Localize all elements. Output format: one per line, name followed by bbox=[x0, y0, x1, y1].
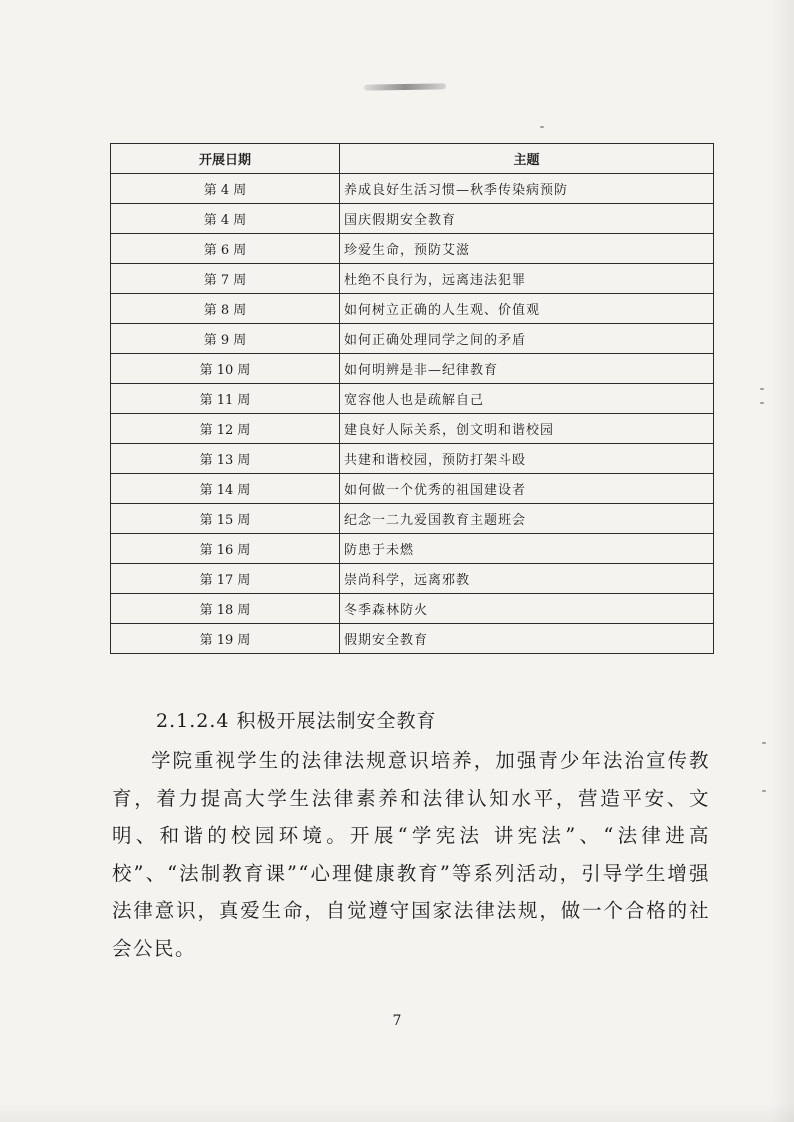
topic-cell: 珍爱生命，预防艾滋 bbox=[340, 234, 714, 264]
table-row bbox=[111, 564, 714, 594]
table-row bbox=[111, 444, 714, 474]
date-cell: 第 17 周 bbox=[111, 564, 340, 594]
date-cell: 第 11 周 bbox=[111, 384, 340, 414]
date-cell: 第 10 周 bbox=[111, 354, 340, 384]
scan-mark bbox=[364, 83, 446, 90]
date-cell: 第 8 周 bbox=[111, 294, 340, 324]
section-heading: 2.1.2.4 积极开展法制安全教育 bbox=[156, 710, 437, 732]
topic-cell: 防患于未燃 bbox=[340, 534, 714, 564]
date-cell: 第 4 周 bbox=[111, 204, 340, 234]
table-row bbox=[111, 264, 714, 294]
table-row bbox=[111, 504, 714, 534]
table-row bbox=[111, 354, 714, 384]
date-cell: 第 19 周 bbox=[111, 624, 340, 654]
date-cell: 第 15 周 bbox=[111, 504, 340, 534]
page-edge-shadow bbox=[770, 0, 794, 1122]
table-row bbox=[111, 324, 714, 354]
scan-speck bbox=[760, 402, 764, 404]
scan-speck bbox=[760, 388, 764, 390]
table-row bbox=[111, 474, 714, 504]
table-row bbox=[111, 174, 714, 204]
table-row bbox=[111, 234, 714, 264]
table-row bbox=[111, 594, 714, 624]
date-cell: 第 12 周 bbox=[111, 414, 340, 444]
scan-speck bbox=[762, 742, 766, 744]
table-row bbox=[111, 414, 714, 444]
topic-cell: 冬季森林防火 bbox=[340, 594, 714, 624]
topic-cell: 建良好人际关系，创文明和谐校园 bbox=[340, 414, 714, 444]
table-row bbox=[111, 384, 714, 414]
table-row bbox=[111, 534, 714, 564]
topic-cell: 假期安全教育 bbox=[340, 624, 714, 654]
topic-cell: 杜绝不良行为，远离违法犯罪 bbox=[340, 264, 714, 294]
topic-cell: 如何树立正确的人生观、价值观 bbox=[340, 294, 714, 324]
date-cell: 第 6 周 bbox=[111, 234, 340, 264]
date-cell: 第 9 周 bbox=[111, 324, 340, 354]
date-cell: 第 7 周 bbox=[111, 264, 340, 294]
date-cell: 第 14 周 bbox=[111, 474, 340, 504]
table-body bbox=[111, 174, 714, 654]
date-cell: 第 16 周 bbox=[111, 534, 340, 564]
column-header-topic: 主题 bbox=[340, 144, 714, 174]
date-cell: 第 4 周 bbox=[111, 174, 340, 204]
topic-cell: 宽容他人也是疏解自己 bbox=[340, 384, 714, 414]
topic-cell: 国庆假期安全教育 bbox=[340, 204, 714, 234]
topic-cell: 共建和谐校园，预防打架斗殴 bbox=[340, 444, 714, 474]
table-row bbox=[111, 294, 714, 324]
column-header-date: 开展日期 bbox=[111, 144, 340, 174]
date-cell: 第 13 周 bbox=[111, 444, 340, 474]
topic-cell: 如何做一个优秀的祖国建设者 bbox=[340, 474, 714, 504]
table-row bbox=[111, 624, 714, 654]
scan-speck bbox=[540, 126, 544, 128]
topic-cell: 养成良好生活习惯—秋季传染病预防 bbox=[340, 174, 714, 204]
body-paragraph: 学院重视学生的法律法规意识培养，加强青少年法治宣传教育，着力提高大学生法律素养和法律认知水平，营造平安、文明、和谐的校园环境。开展“学宪法 讲宪法”、“法律进高校”、“法制教育课”“心理健康教育”等系列活动，引导学生增强法律意识，真爱生命，自觉遵守国家法律法规，做一个合格的社会公民。 bbox=[112, 749, 710, 960]
table-row bbox=[111, 204, 714, 234]
page-bottom-shadow bbox=[0, 1102, 794, 1122]
topic-cell: 如何明辨是非—纪律教育 bbox=[340, 354, 714, 384]
date-cell: 第 18 周 bbox=[111, 594, 340, 624]
page-number: 7 bbox=[392, 1013, 402, 1029]
topic-cell: 如何正确处理同学之间的矛盾 bbox=[340, 324, 714, 354]
topic-cell: 崇尚科学，远离邪教 bbox=[340, 564, 714, 594]
table-header-row bbox=[111, 144, 714, 174]
scan-speck bbox=[762, 790, 766, 792]
schedule-table bbox=[110, 143, 714, 654]
topic-cell: 纪念一二九爱国教育主题班会 bbox=[340, 504, 714, 534]
